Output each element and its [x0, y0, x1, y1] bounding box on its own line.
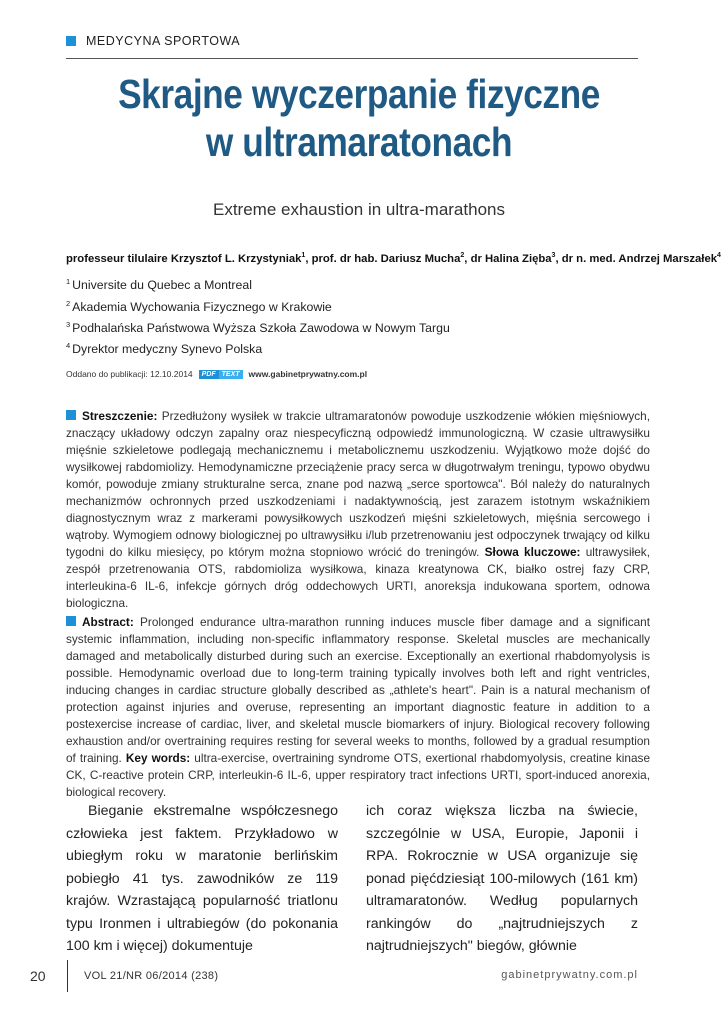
keywords-pl-label: Słowa kluczowe:	[484, 545, 581, 559]
affiliation-text: Akademia Wychowania Fizycznego w Krakowie	[72, 300, 332, 315]
affiliation	[66, 341, 262, 356]
author-list: professeur tilulaire Krzysztof L. Krzystyniak$^1$, prof. dr hab. Dariusz Mucha$^2$, dr Halina Zięba$^3$, dr n. med. Andrzej Marszałek$^4$	[66, 252, 721, 265]
volume-info: VOL 21/NR 06/2014 (238)	[84, 970, 219, 982]
streszczenie-square-icon	[66, 410, 76, 420]
badge-text: TEXT	[219, 370, 243, 379]
keywords-en-label: Key words:	[125, 751, 191, 765]
affiliation-sup: 4	[66, 341, 71, 350]
affiliation-sup: 1	[66, 277, 71, 286]
abstract-block	[66, 614, 650, 801]
author-name: professeur tilulaire Krzysztof L. Krzystyniak	[66, 252, 302, 265]
section-name: MEDYCYNA SPORTOWA	[86, 34, 241, 48]
section-square-icon	[66, 36, 76, 46]
pdf-text-badge-icon	[199, 370, 243, 379]
streszczenie-text: Przedłużony wysiłek w trakcie ultramaratonów powoduje uszkodzenie włókien mięśniowych, znaczący układowy odczyn zapalny oraz niespecyficzną odpowiedź immunologiczną. W czasie ultrawysiłku mięśnie szkieletowe podlegają mechanicznemu i metabolicznemu uszkodzeniu. Wyjątkowo może dojść do wysiłkowej rabdomiolizy. Hemodynamiczne przeciążenie pracy serca w długotrwałym treningu, typowo obydwu komór, powoduje zmiany strukturalne serca, znane pod nazwą „serce sportowca". Ból należy do naturalnych mechanizmów ochronnych przed uszkodzeniami i nadaktywnością, jest zarazem istotnym wskaźnikiem diagnostycznym wraz z markerami powysiłkowych uszkodzeń mięśni szkieletowych, mięśnia sercowego i wątroby. Wymogiem odnowy biologicznej po ultrawysiłku i/lub przetrenowaniu jest odpoczynek trwający od kilku tygodni do kilku miesięcy, po którym można stopniowo wrócić do treningów.	[66, 409, 650, 559]
author-sup: 1	[301, 252, 306, 259]
body-column-1: Bieganie ekstremalne współczesnego człowieka jest faktem. Przykładowo w ubiegłym roku w maratonie berlińskim pobiegło 41 tys. zawodników ze 119 krajów. Wzrastającą popularność triatlonu typu Ironmen i ultrabiegów (do pokonania 100 km i więcej) dokumentuje	[66, 803, 338, 954]
abstract-square-icon	[66, 616, 76, 626]
author-name: dr Halina Zięba	[470, 252, 552, 265]
affiliation	[66, 277, 252, 292]
author-sup: 4	[717, 252, 721, 259]
body-column-2: ich coraz większa liczba na świecie, szczególnie w USA, Europie, Japonii i RPA. Rokrocznie w USA organizuje się ponad pięćdziesiąt 100-milowych (161 km) ultramaratonów. Według popularnych rankingów do „najtrudniejszych z najtrudniejszych" biegów, głównie	[366, 803, 638, 954]
publication-info	[66, 369, 367, 379]
keywords-en-text: ultra-exercise, overtraining syndrome OTS, exertional rhabdomyolysis, creatine kinase CK, C-reactive protein CRP, interleukin-6 IL-6, upper respiratory tract infections URTI, sport-induced anorexia, biological recovery.	[66, 751, 651, 799]
affiliation-sup: 2	[66, 299, 71, 308]
streszczenie-label: Streszczenie:	[82, 409, 158, 423]
affiliation	[66, 299, 332, 314]
website-link[interactable]: www.gabinetprywatny.com.pl	[248, 369, 368, 379]
author-name: prof. dr hab. Dariusz Mucha	[311, 252, 461, 265]
abstract-label: Abstract:	[82, 615, 134, 629]
header-divider	[66, 58, 638, 59]
affiliation-text: Universite du Quebec a Montreal	[72, 278, 252, 293]
article-subtitle: Extreme exhaustion in ultra-marathons	[213, 200, 505, 219]
page-number: 20	[30, 968, 46, 984]
badge-pdf: PDF	[199, 370, 219, 379]
streszczenie-block	[66, 408, 650, 612]
title-line-1: Skrajne wyczerpanie fizyczne	[118, 71, 600, 117]
title-line-2: w ultramaratonach	[205, 119, 513, 165]
publication-date: Oddano do publikacji: 12.10.2014	[66, 369, 193, 379]
section-label	[66, 34, 240, 48]
footer-divider	[67, 960, 68, 992]
author-name: dr n. med. Andrzej Marszałek	[561, 252, 718, 265]
footer-website: gabinetprywatny.com.pl	[501, 969, 638, 981]
article-title	[85, 70, 634, 166]
author-sup: 2	[460, 252, 465, 259]
affiliation-text: Dyrektor medyczny Synevo Polska	[72, 342, 263, 357]
affiliation	[66, 320, 450, 335]
author-sup: 3	[551, 252, 556, 259]
abstract-text: Prolonged endurance ultra-marathon running induces muscle fiber damage and a significant systemic inflammation, including non-specific inflammatory response. Skeletal muscles are mechanically damaged and metabolically disturbed during such an exercise. Exceptionally an exertional rhabdomyolysis is possible. Hemodynamic overload due to long-term training typically involves both left and right ventricles, inducing changes in cardiac structure globally described as „athlete's heart". Pain is a natural mechanism of protection against injuries and overuse, representing an important diagnostic feature in addition to a postexercise increase of cardiac, liver, and skeletal muscle biomarkers of injury. Biological recovery following exhaustion and/or overtraining requires resting for several weeks to months, followed by a gradual resumption of training.	[66, 615, 650, 765]
keywords-pl-text: ultrawysiłek, zespół przetrenowania OTS, rabdomioliza wysiłkowa, kinaza kreatynowa CK, białko ostrej fazy CRP, interleukina-6 IL-6, infekcje górnych dróg oddechowych URTI, anoreksja indukowana sportem, odnowa biologiczna.	[66, 545, 650, 610]
affiliation-text: Podhalańska Państwowa Wyższa Szkoła Zawodowa w Nowym Targu	[72, 321, 450, 336]
affiliation-sup: 3	[66, 320, 71, 329]
